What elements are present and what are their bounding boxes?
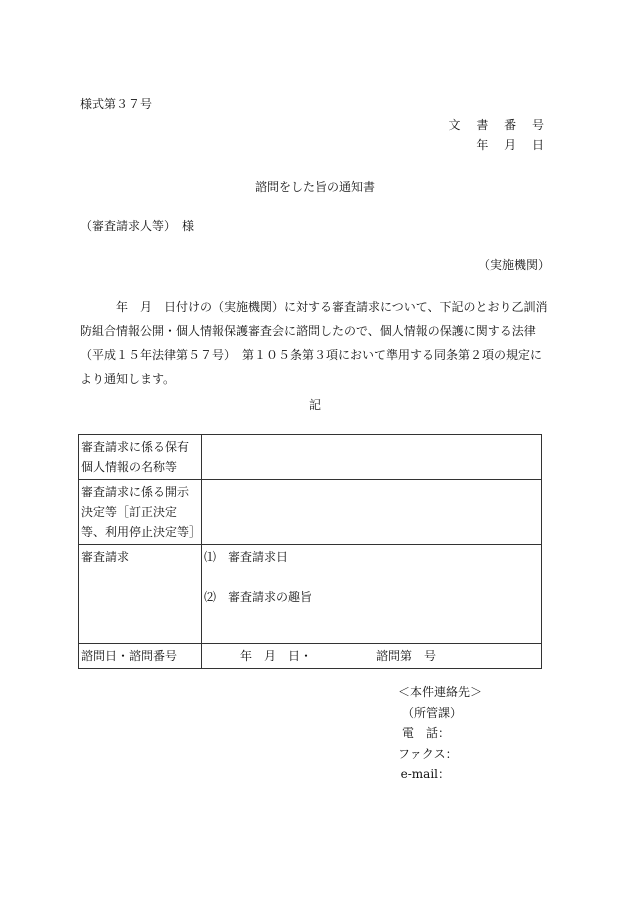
issuing-agency: （実施機関） — [477, 258, 550, 272]
row-label-personal-info: 審査請求に係る保有個人情報の名称等 — [79, 435, 202, 480]
document-number-label: 文 書 番 号 — [448, 118, 550, 132]
body-paragraph: 年 月 日付けの（実施機関）に対する審査請求について、下記のとおり乙訓消防組合情報公開・個人情報保護審査会に諮問したので、個人情報の保護に関する法律（平成１５年法律第５７号） 第１０５条第３項において準用する同条第２項の規定により通知します。 — [80, 300, 548, 386]
table-row — [79, 480, 542, 545]
row-label-request: 審査請求 — [79, 545, 202, 644]
row-label-consultation: 諮問日・諮問番号 — [79, 644, 202, 669]
consultation-date: 年 月 日・ — [240, 649, 313, 663]
request-date-item: ⑴ 審査請求日 — [204, 550, 289, 564]
consultation-number: 諮問第 号 — [376, 649, 437, 663]
value-disclosure-decision — [202, 480, 542, 545]
form-number: 様式第３７号 — [80, 97, 153, 111]
date-label: 年 月 日 — [476, 138, 550, 152]
table-row — [79, 644, 542, 669]
contact-block — [398, 682, 482, 785]
contact-fax-label: ファクス： — [398, 746, 458, 761]
contact-email-label: e-mail： — [400, 767, 450, 781]
document-title: 諮問をした旨の通知書 — [254, 180, 375, 194]
contact-heading: ＜本件連絡先＞ — [398, 685, 483, 699]
row-label-disclosure-decision: 審査請求に係る開示決定等［訂正決定等、利用停止決定等］ — [79, 480, 202, 545]
value-consultation — [202, 644, 542, 669]
ki-heading: 記 — [308, 398, 321, 412]
detail-table — [78, 434, 542, 669]
contact-phone-label: 電 話： — [401, 726, 450, 740]
request-purpose-item: ⑵ 審査請求の趣旨 — [204, 590, 313, 604]
table-row — [79, 545, 542, 644]
value-request — [202, 545, 542, 644]
contact-section: （所管課） — [402, 705, 463, 720]
table-row — [79, 435, 542, 480]
recipient: （審査請求人等） 様 — [80, 219, 195, 233]
value-personal-info — [202, 435, 542, 480]
